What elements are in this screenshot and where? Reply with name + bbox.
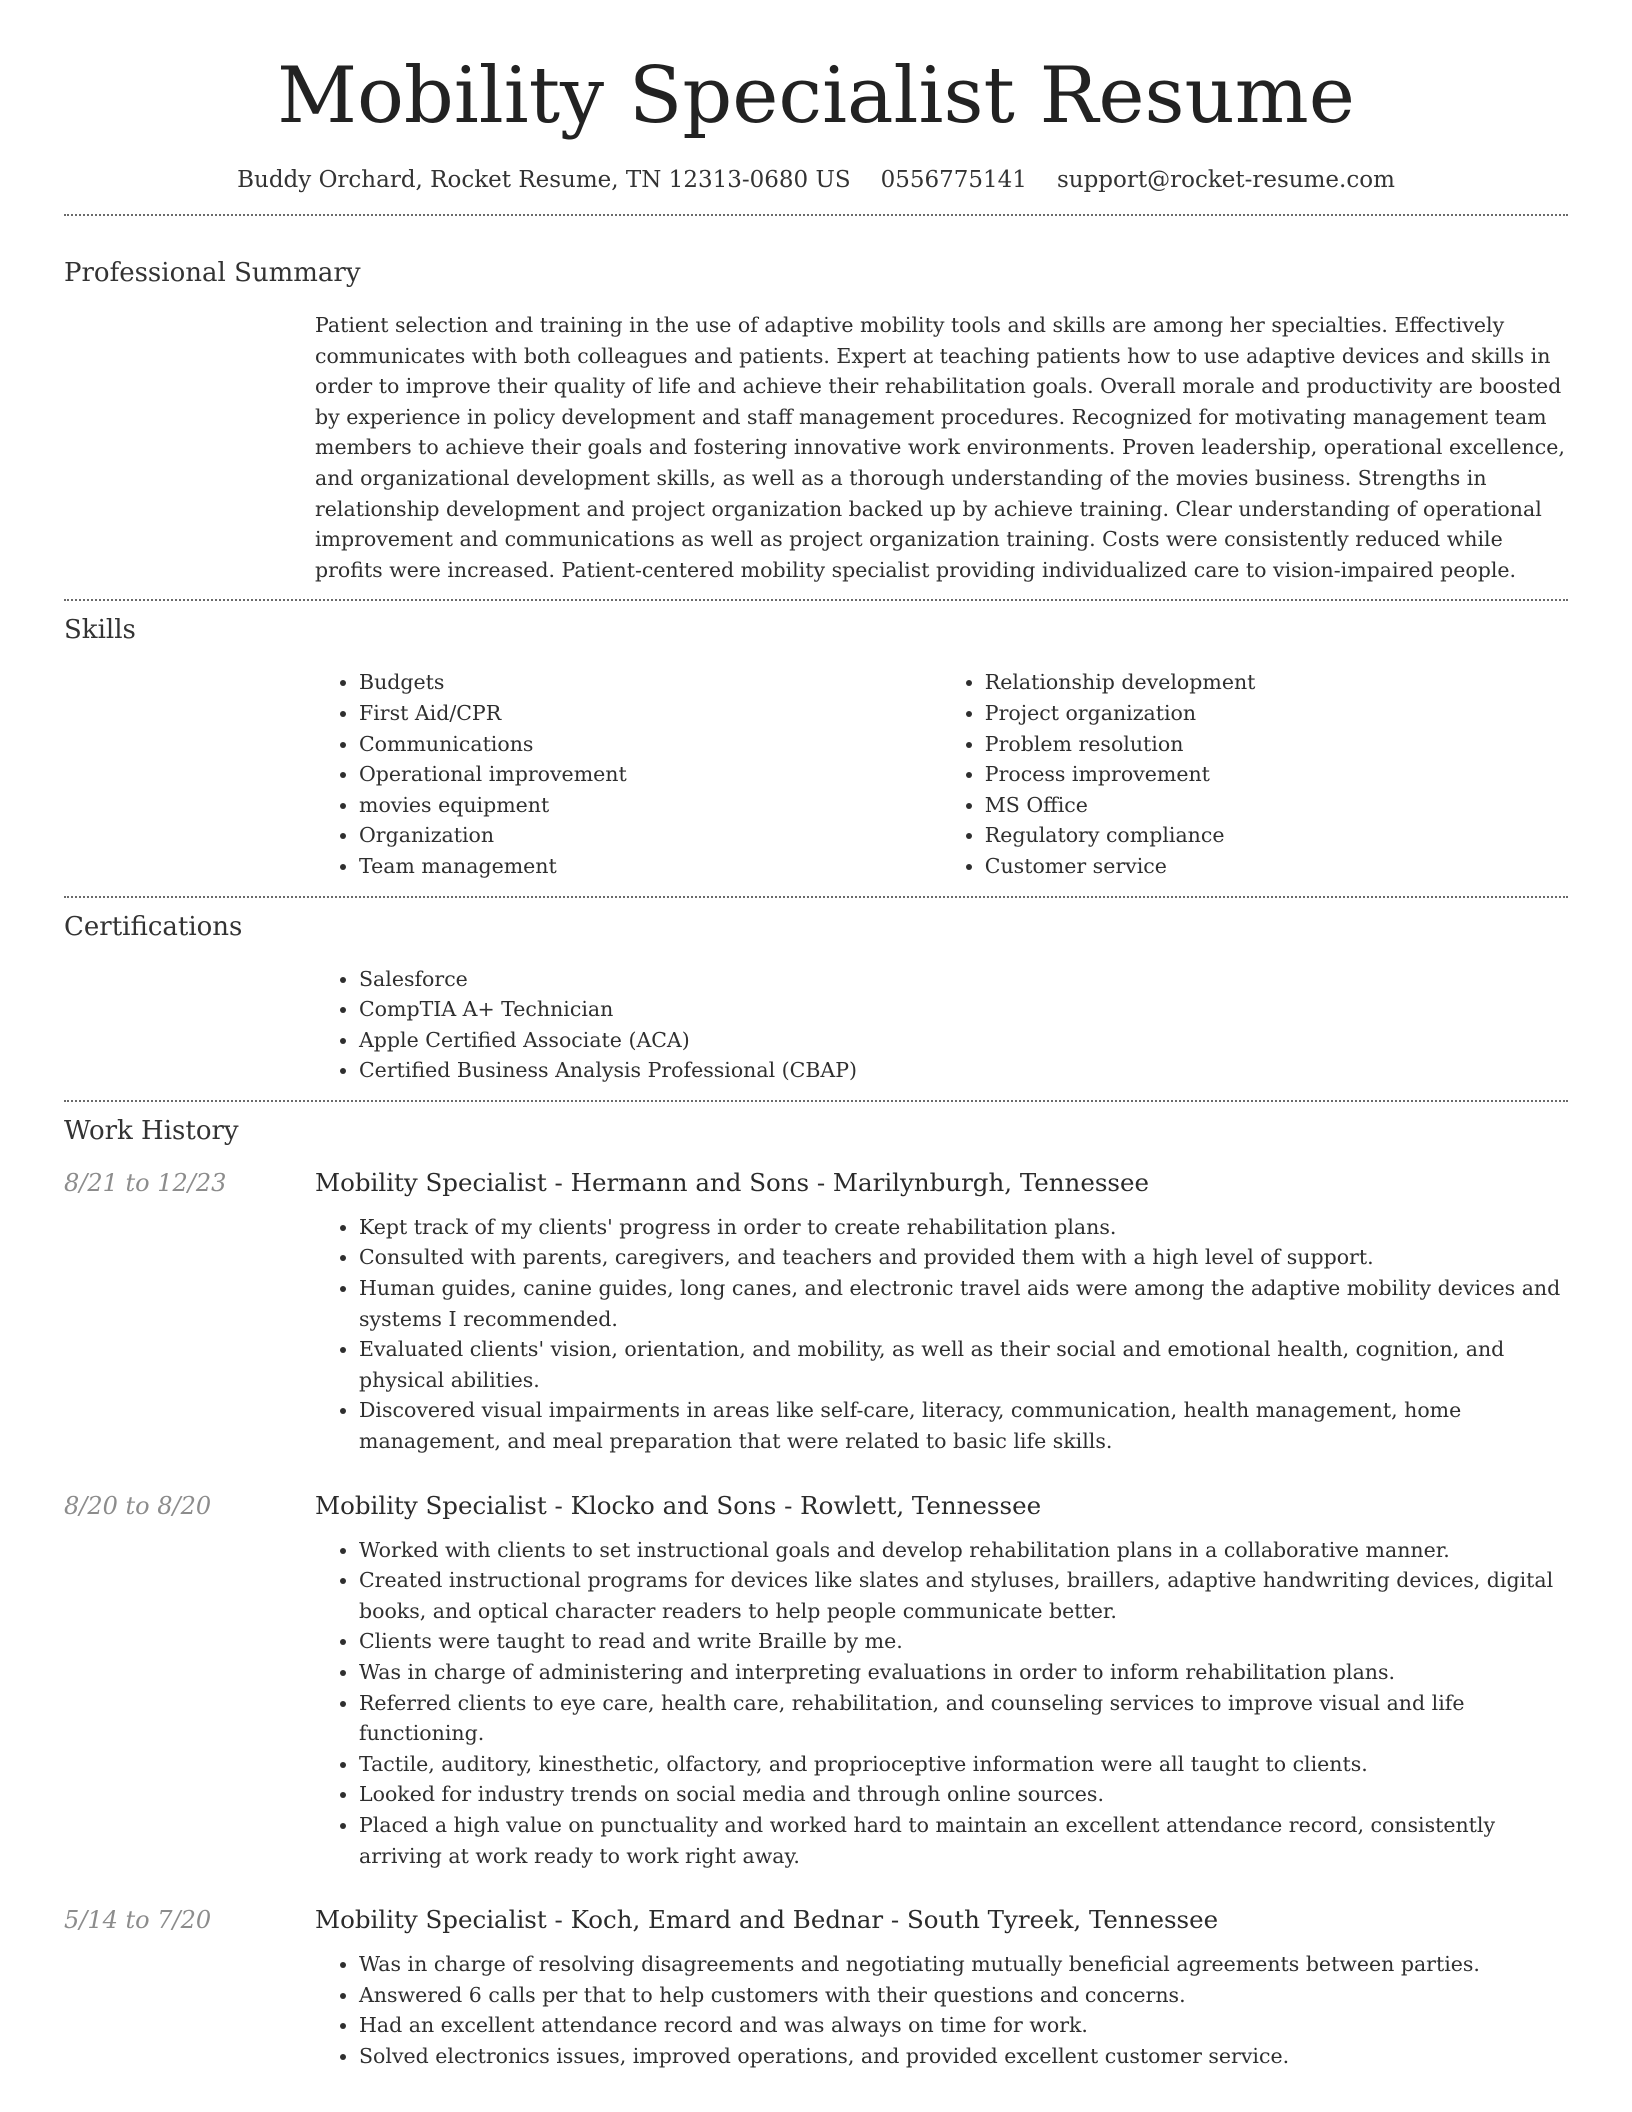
job-bullet: • Evaluated clients' vision, orientation, and mobility, as well as their social and emotional health, cognition, and physical abilities.: [359, 1334, 1568, 1395]
resume-title: Mobility Specialist Resume: [277, 51, 1355, 141]
section-heading-work-history: Work History: [64, 1115, 239, 1146]
job-bullet: • Looked for industry trends on social media and through online sources.: [359, 1779, 1568, 1810]
job-bullet: • Had an excellent attendance record and was always on time for work.: [359, 2010, 1568, 2041]
resume-page: [64, 0, 1568, 2072]
skill-item: • Project organization: [985, 698, 1568, 729]
job-bullet: • Was in charge of administering and interpreting evaluations in order to inform rehabilitation plans.: [359, 1657, 1568, 1688]
skill-item: • Operational improvement: [359, 759, 957, 790]
certification-item: • Certified Business Analysis Professional (CBAP): [359, 1055, 1568, 1086]
summary-text: Patient selection and training in the use of adaptive mobility tools and skills are among her specialties. Effectively communicates with both colleagues and patients. Expert at teaching patients how to use adaptive devices and skills in order to improve their quality of life and achieve their rehabilitation goals. Overall morale and productivity are boosted by experience in policy development and staff management procedures. Recognized for motivating management team members to achieve their goals and fostering innovative work environments. Proven leadership, operational excellence, and organizational development skills, as well as a thorough understanding of the movies business. Strengths in relationship development and project organization backed up by achieve training. Clear understanding of operational improvement and communications as well as project organization training. Costs were consistently reduced while profits were increased. Patient-centered mobility specialist providing individualized care to vision-impaired people.: [315, 313, 1565, 582]
skill-item: • Process improvement: [985, 759, 1568, 790]
skill-item: • Team management: [359, 851, 957, 882]
certifications-section: [64, 898, 1568, 1100]
job-entry: [64, 1166, 1568, 1457]
certification-item: • Salesforce: [359, 964, 1568, 995]
job-entry: [64, 1489, 1568, 1872]
job-dates: 5/14 to 7/20: [64, 1906, 212, 1935]
job-bullet: • Worked with clients to set instructional goals and develop rehabilitation plans in a collaborative manner.: [359, 1535, 1568, 1566]
certifications-list: [315, 964, 1568, 1100]
job-bullet: • Referred clients to eye care, health care, rehabilitation, and counseling services to improve visual and life functioning.: [359, 1688, 1568, 1749]
job-bullet: • Solved electronics issues, improved operations, and provided excellent customer service.: [359, 2041, 1568, 2072]
job-entry: [64, 1903, 1568, 2071]
skill-item: • Budgets: [359, 667, 957, 698]
job-bullet: • Created instructional programs for devices like slates and styluses, braillers, adaptive handwriting devices, digital books, and optical character readers to help people communicate better.: [359, 1565, 1568, 1626]
professional-summary-section: [64, 216, 1568, 599]
skill-item: • Customer service: [985, 851, 1568, 882]
job-bullet: • Discovered visual impairments in areas like self-care, literacy, communication, health management, home management, and meal preparation that were related to basic life skills.: [359, 1395, 1568, 1456]
skill-item: • Regulatory compliance: [985, 820, 1568, 851]
certification-item: • CompTIA A+ Technician: [359, 994, 1568, 1025]
certification-item: • Apple Certified Associate (ACA): [359, 1025, 1568, 1056]
section-heading-certifications: Certifications: [64, 911, 243, 942]
job-title: Mobility Specialist - Hermann and Sons - Marilynburgh, Tennessee: [315, 1167, 1149, 1197]
skills-column-left: [315, 667, 957, 881]
skill-item: • movies equipment: [359, 790, 957, 821]
contact-phone: 0556775141: [880, 167, 1027, 193]
skill-item: • Organization: [359, 820, 957, 851]
job-bullet: • Consulted with parents, caregivers, and teachers and provided them with a high level of support.: [359, 1242, 1568, 1273]
section-heading-summary: Professional Summary: [64, 258, 361, 288]
skill-item: • MS Office: [985, 790, 1568, 821]
work-history-section: [64, 1102, 1568, 2072]
job-bullet: • Tactile, auditory, kinesthetic, olfactory, and proprioceptive information were all taught to clients.: [359, 1749, 1568, 1780]
contact-email: support@rocket-resume.com: [1056, 167, 1395, 193]
skill-item: • First Aid/CPR: [359, 698, 957, 729]
job-bullets: [315, 1949, 1568, 2071]
job-bullet: • Kept track of my clients' progress in order to create rehabilitation plans.: [359, 1212, 1568, 1243]
skill-item: • Problem resolution: [985, 729, 1568, 760]
job-bullet: • Clients were taught to read and write Braille by me.: [359, 1626, 1568, 1657]
contact-address: Buddy Orchard, Rocket Resume, TN 12313-0680 US: [237, 167, 851, 193]
job-title: Mobility Specialist - Koch, Emard and Bednar - South Tyreek, Tennessee: [315, 1905, 1219, 1935]
job-bullet: • Answered 6 calls per that to help customers with their questions and concerns.: [359, 1980, 1568, 2011]
skill-item: • Relationship development: [985, 667, 1568, 698]
skills-list: [315, 667, 1568, 895]
job-bullet: • Human guides, canine guides, long canes, and electronic travel aids were among the adaptive mobility devices and systems I recommended.: [359, 1273, 1568, 1334]
skills-column-right: [957, 667, 1568, 881]
job-dates: 8/20 to 8/20: [64, 1491, 212, 1520]
skills-section: [64, 601, 1568, 895]
job-dates: 8/21 to 12/23: [64, 1168, 227, 1197]
job-bullets: [315, 1212, 1568, 1457]
skill-item: • Communications: [359, 729, 957, 760]
job-bullet: • Was in charge of resolving disagreements and negotiating mutually beneficial agreements between parties.: [359, 1949, 1568, 1980]
contact-line: [64, 164, 1568, 196]
job-bullets: [315, 1535, 1568, 1872]
section-heading-skills: Skills: [64, 615, 136, 646]
job-title: Mobility Specialist - Klocko and Sons - Rowlett, Tennessee: [315, 1490, 1042, 1520]
job-bullet: • Placed a high value on punctuality and worked hard to maintain an excellent attendance record, consistently arriving at work ready to work right away.: [359, 1810, 1568, 1871]
